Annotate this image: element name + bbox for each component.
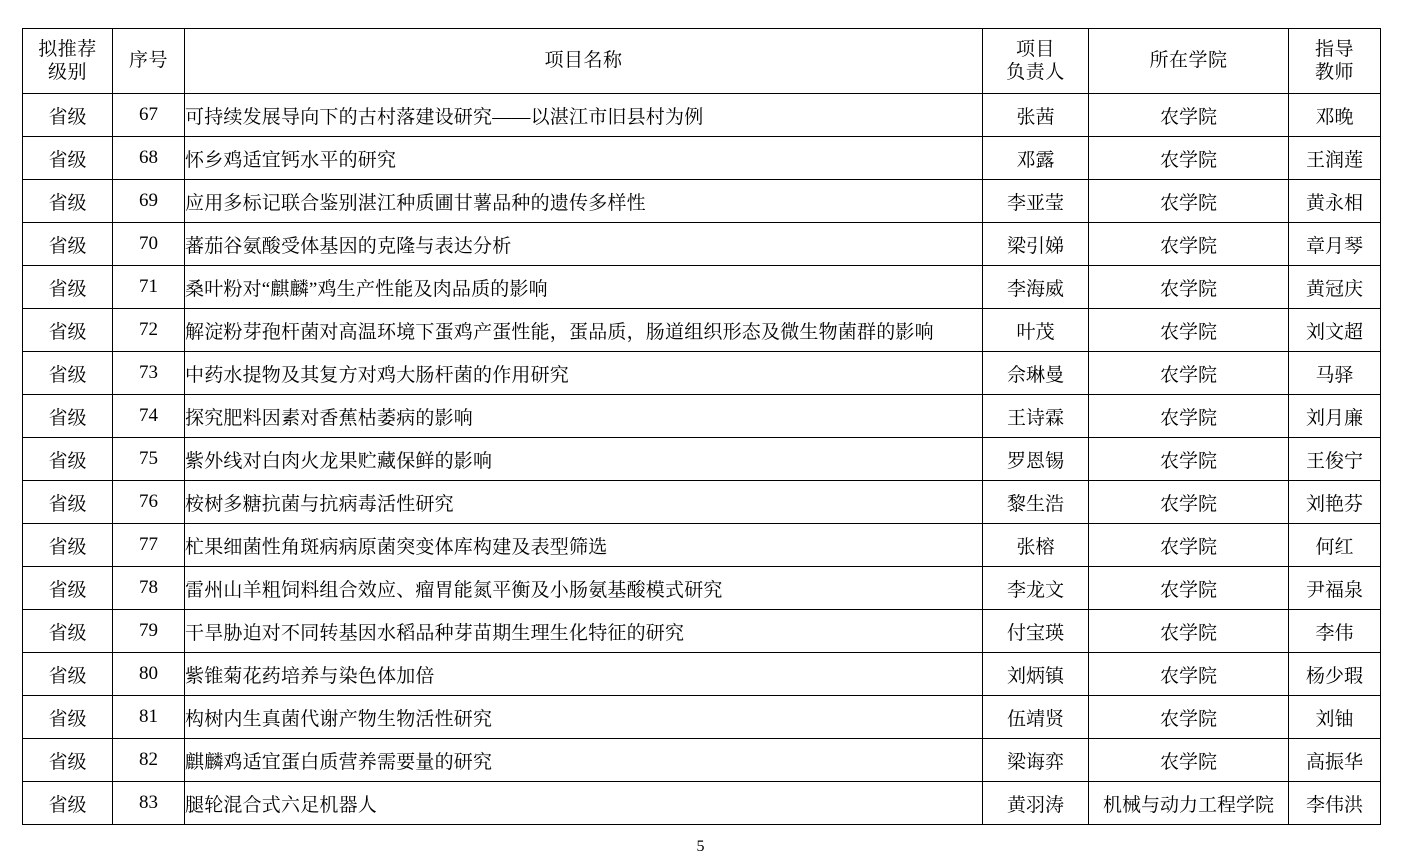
cell-teacher: 黄永相 — [1289, 180, 1381, 223]
cell-owner: 李亚莹 — [983, 180, 1089, 223]
cell-owner: 邓露 — [983, 137, 1089, 180]
cell-seq: 82 — [113, 739, 185, 782]
cell-owner: 黎生浩 — [983, 481, 1089, 524]
header-owner-line1: 项目 — [1015, 38, 1055, 60]
cell-seq: 81 — [113, 696, 185, 739]
table-row — [23, 782, 1381, 825]
cell-teacher: 章月琴 — [1289, 223, 1381, 266]
cell-teacher: 王俊宁 — [1289, 438, 1381, 481]
cell-college: 农学院 — [1089, 223, 1289, 266]
cell-college: 农学院 — [1089, 524, 1289, 567]
header-level — [23, 29, 113, 94]
table-row — [23, 223, 1381, 266]
cell-seq: 76 — [113, 481, 185, 524]
cell-project-name: 腿轮混合式六足机器人 — [185, 782, 983, 825]
cell-seq: 78 — [113, 567, 185, 610]
cell-owner: 叶茂 — [983, 309, 1089, 352]
cell-project-name: 桉树多糖抗菌与抗病毒活性研究 — [185, 481, 983, 524]
cell-project-name: 应用多标记联合鉴别湛江种质圃甘薯品种的遗传多样性 — [185, 180, 983, 223]
cell-college: 农学院 — [1089, 137, 1289, 180]
cell-teacher: 刘文超 — [1289, 309, 1381, 352]
cell-owner: 刘炳镇 — [983, 653, 1089, 696]
cell-level: 省级 — [23, 696, 113, 739]
cell-seq: 83 — [113, 782, 185, 825]
cell-seq: 68 — [113, 137, 185, 180]
cell-project-name: 构树内生真菌代谢产物生物活性研究 — [185, 696, 983, 739]
cell-level: 省级 — [23, 137, 113, 180]
header-college: 所在学院 — [1089, 29, 1289, 94]
cell-owner: 罗恩锡 — [983, 438, 1089, 481]
cell-level: 省级 — [23, 266, 113, 309]
cell-seq: 75 — [113, 438, 185, 481]
header-teacher-line2: 教师 — [1314, 62, 1354, 83]
cell-owner: 李海威 — [983, 266, 1089, 309]
table-row — [23, 653, 1381, 696]
header-owner — [983, 29, 1089, 94]
cell-level: 省级 — [23, 739, 113, 782]
cell-teacher: 黄冠庆 — [1289, 266, 1381, 309]
cell-seq: 72 — [113, 309, 185, 352]
cell-teacher: 刘艳芬 — [1289, 481, 1381, 524]
cell-level: 省级 — [23, 352, 113, 395]
cell-seq: 80 — [113, 653, 185, 696]
cell-owner: 梁引娣 — [983, 223, 1089, 266]
cell-teacher: 杨少瑕 — [1289, 653, 1381, 696]
header-teacher — [1289, 29, 1381, 94]
cell-owner: 梁诲弈 — [983, 739, 1089, 782]
cell-college: 农学院 — [1089, 94, 1289, 137]
cell-college: 农学院 — [1089, 352, 1289, 395]
cell-college: 农学院 — [1089, 567, 1289, 610]
cell-college: 农学院 — [1089, 266, 1289, 309]
cell-teacher: 李伟洪 — [1289, 782, 1381, 825]
cell-level: 省级 — [23, 567, 113, 610]
cell-project-name: 紫外线对白肉火龙果贮藏保鲜的影响 — [185, 438, 983, 481]
cell-seq: 73 — [113, 352, 185, 395]
cell-level: 省级 — [23, 481, 113, 524]
cell-teacher: 李伟 — [1289, 610, 1381, 653]
table-body — [23, 94, 1381, 825]
table-row — [23, 309, 1381, 352]
cell-college: 农学院 — [1089, 653, 1289, 696]
cell-college: 农学院 — [1089, 180, 1289, 223]
cell-owner: 佘琳曼 — [983, 352, 1089, 395]
cell-seq: 74 — [113, 395, 185, 438]
cell-owner: 伍靖贤 — [983, 696, 1089, 739]
table-row — [23, 739, 1381, 782]
cell-seq: 67 — [113, 94, 185, 137]
cell-project-name: 紫锥菊花药培养与染色体加倍 — [185, 653, 983, 696]
cell-owner: 张榕 — [983, 524, 1089, 567]
cell-project-name: 中药水提物及其复方对鸡大肠杆菌的作用研究 — [185, 352, 983, 395]
cell-college: 农学院 — [1089, 481, 1289, 524]
table-row — [23, 352, 1381, 395]
table-row — [23, 180, 1381, 223]
header-level-line2: 级别 — [47, 62, 87, 83]
cell-level: 省级 — [23, 438, 113, 481]
cell-project-name: 麒麟鸡适宜蛋白质营养需要量的研究 — [185, 739, 983, 782]
cell-owner: 付宝瑛 — [983, 610, 1089, 653]
cell-owner: 李龙文 — [983, 567, 1089, 610]
table-header — [23, 29, 1381, 94]
table-row — [23, 481, 1381, 524]
cell-project-name: 探究肥料因素对香蕉枯萎病的影响 — [185, 395, 983, 438]
cell-teacher: 王润莲 — [1289, 137, 1381, 180]
table-row — [23, 94, 1381, 137]
cell-seq: 71 — [113, 266, 185, 309]
table-row — [23, 610, 1381, 653]
cell-teacher: 邓晚 — [1289, 94, 1381, 137]
cell-teacher: 尹福泉 — [1289, 567, 1381, 610]
cell-project-name: 干旱胁迫对不同转基因水稻品种芽苗期生理生化特征的研究 — [185, 610, 983, 653]
header-owner-line2: 负责人 — [1006, 62, 1065, 83]
cell-level: 省级 — [23, 524, 113, 567]
cell-college: 农学院 — [1089, 739, 1289, 782]
cell-level: 省级 — [23, 223, 113, 266]
table-row — [23, 438, 1381, 481]
cell-college: 农学院 — [1089, 309, 1289, 352]
cell-level: 省级 — [23, 309, 113, 352]
cell-teacher: 何红 — [1289, 524, 1381, 567]
cell-project-name: 蕃茄谷氨酸受体基因的克隆与表达分析 — [185, 223, 983, 266]
cell-owner: 张茜 — [983, 94, 1089, 137]
table-row — [23, 266, 1381, 309]
cell-project-name: 解淀粉芽孢杆菌对高温环境下蛋鸡产蛋性能，蛋品质，肠道组织形态及微生物菌群的影响 — [185, 309, 983, 352]
cell-project-name: 桑叶粉对“麒麟”鸡生产性能及肉品质的影响 — [185, 266, 983, 309]
cell-teacher: 刘铀 — [1289, 696, 1381, 739]
cell-project-name: 怀乡鸡适宜钙水平的研究 — [185, 137, 983, 180]
header-teacher-line1: 指导 — [1314, 38, 1354, 60]
cell-college: 农学院 — [1089, 395, 1289, 438]
cell-project-name: 雷州山羊粗饲料组合效应、瘤胃能氮平衡及小肠氨基酸模式研究 — [185, 567, 983, 610]
cell-owner: 王诗霖 — [983, 395, 1089, 438]
header-seq: 序号 — [113, 29, 185, 94]
cell-project-name: 可持续发展导向下的古村落建设研究——以湛江市旧县村为例 — [185, 94, 983, 137]
table-row — [23, 137, 1381, 180]
table-row — [23, 395, 1381, 438]
header-level-line1: 拟推荐 — [38, 38, 97, 60]
cell-project-name: 杧果细菌性角斑病病原菌突变体库构建及表型筛选 — [185, 524, 983, 567]
cell-seq: 79 — [113, 610, 185, 653]
cell-seq: 70 — [113, 223, 185, 266]
cell-owner: 黄羽涛 — [983, 782, 1089, 825]
cell-level: 省级 — [23, 180, 113, 223]
header-row — [23, 29, 1381, 94]
cell-teacher: 马驿 — [1289, 352, 1381, 395]
cell-college: 机械与动力工程学院 — [1089, 782, 1289, 825]
table-row — [23, 696, 1381, 739]
header-project-name: 项目名称 — [185, 29, 983, 94]
cell-college: 农学院 — [1089, 696, 1289, 739]
table-row — [23, 567, 1381, 610]
recommendation-projects-table — [22, 28, 1381, 825]
cell-seq: 77 — [113, 524, 185, 567]
page-number: 5 — [696, 838, 705, 855]
cell-level: 省级 — [23, 395, 113, 438]
cell-seq: 69 — [113, 180, 185, 223]
cell-level: 省级 — [23, 782, 113, 825]
cell-level: 省级 — [23, 610, 113, 653]
cell-teacher: 刘月廉 — [1289, 395, 1381, 438]
cell-level: 省级 — [23, 653, 113, 696]
table-row — [23, 524, 1381, 567]
cell-level: 省级 — [23, 94, 113, 137]
cell-college: 农学院 — [1089, 610, 1289, 653]
cell-teacher: 高振华 — [1289, 739, 1381, 782]
cell-college: 农学院 — [1089, 438, 1289, 481]
